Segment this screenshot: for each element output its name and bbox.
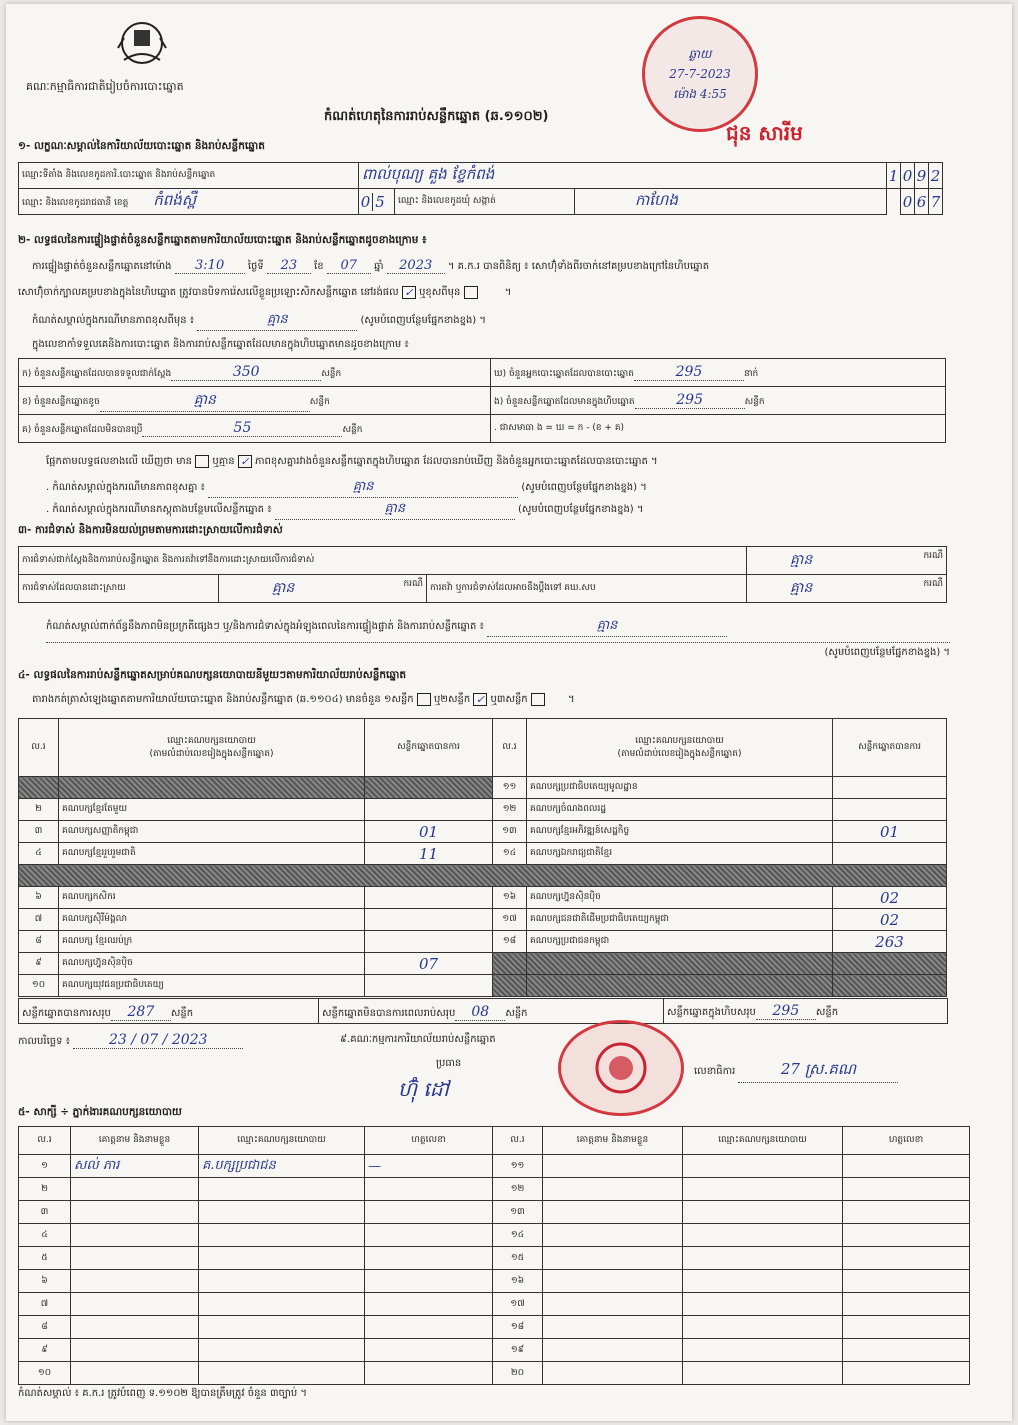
- witness-no: ១៣: [493, 1201, 543, 1224]
- section-5-heading: ៥- សាក្សី ÷ ភ្នាក់ងារគណបក្សនយោបាយ: [18, 1106, 182, 1118]
- stamp-name: ជុន សារីម: [726, 121, 803, 145]
- code-digit: 9: [915, 163, 929, 189]
- label: ផ្អែកតាមលទ្ធផលខាងលើ ឃើញថា មាន: [46, 456, 193, 467]
- witness-no: ៤: [19, 1224, 71, 1247]
- party-name: គណបក្សខ្មែរអភិវឌ្ឍន៍សេដ្ឋកិច្ច: [527, 821, 833, 843]
- label: ការផ្ទៀងផ្ទាត់ចំនួនសន្លឹកឆ្នោតនៅម៉ោង: [32, 261, 172, 272]
- footer-note: កំណត់សម្គាល់ ៖ គ.ក.រ ត្រូវបំពេញ ទ.១១០២ ឱ្យបានត្រឹមត្រូវ ចំនួន ៣ច្បាប់ ។: [18, 1388, 307, 1399]
- label: (សូមបំពេញបន្ថែមផ្នែកខាងខ្នង) ។: [46, 642, 950, 660]
- witness-name: [543, 1339, 683, 1362]
- witness-no: ៧: [19, 1293, 71, 1316]
- label: សន្លឹក: [815, 1006, 839, 1018]
- section-3-heading: ៣- ការជំទាស់ និងការមិនយល់ព្រមតាមការដោះស្រាយលើការជំទាស់: [18, 524, 283, 536]
- code-digit: 0: [901, 163, 915, 189]
- checkbox-different[interactable]: [464, 286, 478, 299]
- witness-party: [683, 1155, 843, 1178]
- label: សន្លឹក: [170, 1008, 194, 1019]
- col-header-no: ល.រ: [19, 719, 59, 777]
- witness-signature: [365, 1362, 493, 1385]
- unused-count: 55: [142, 420, 342, 437]
- diff-note: គ្មាន: [197, 311, 357, 331]
- party-votes: [365, 931, 493, 953]
- party-name: គណបក្សចំណងពលរដ្ឋ: [527, 799, 833, 821]
- witness-row: [19, 1270, 970, 1293]
- label: ។ គ.ក.រ បានពិនិត្យ ៖ សោហ៊ុំទាំងពីរចាក់នៅគម្របខាងក្រៅនៃហិបឆ្នោត: [447, 261, 710, 272]
- witness-signature: —: [365, 1155, 493, 1178]
- party-votes: [365, 975, 493, 997]
- office-value: ពាល់បុណ្យ គួង ខ្ទែកំពង់: [359, 163, 887, 189]
- label: ករណី: [923, 579, 943, 589]
- verify-year: 2023: [387, 258, 445, 274]
- witness-name: សល់ ភារ: [71, 1155, 199, 1178]
- party-name: គណបក្សសញ្ញាតិកម្ពុជា: [59, 821, 365, 843]
- label: ភាពខុសគ្នារវាងចំនួនសន្លឹកឆ្នោតក្នុងហិបឆ្នោត ដែលបានរាប់ឃើញ និងចំនួនអ្នកបោះឆ្នោតដែលបានបោះឆ្នោត ។: [254, 456, 658, 467]
- party-no: ១៧: [493, 909, 527, 931]
- party-no: ១០: [19, 975, 59, 997]
- witness-signature: [365, 1270, 493, 1293]
- witness-signature: [365, 1316, 493, 1339]
- label: គ) ចំនួនសន្លឹកឆ្នោតដែលមិនបានប្រើ: [22, 425, 143, 435]
- commune-value: កាហែង: [575, 189, 887, 215]
- witness-no: ៩: [19, 1339, 71, 1362]
- party-name: គណបក្ស ខ្មែរឈប់ក្រ: [59, 931, 365, 953]
- witness-no: ៥: [19, 1247, 71, 1270]
- shaded-row: [19, 865, 947, 887]
- label: សន្លឹក: [505, 1008, 528, 1019]
- witness-row: [19, 1201, 970, 1224]
- witness-no: ១៦: [493, 1270, 543, 1293]
- party-votes: [833, 975, 947, 997]
- label: តារាងកត់ត្រាសំឡេងឆ្នោតតាមការិយាល័យបោះឆ្នោត និងរាប់សន្លឹកឆ្នោត (ឆ.១១០៤) មានចំនួន ១សន្លឹក: [32, 694, 414, 705]
- col-header-no: ល.រ: [493, 719, 527, 777]
- col-header-signature: ហត្ថលេខា: [843, 1127, 970, 1155]
- witness-party: [199, 1247, 365, 1270]
- party-name: គណបក្សកសិករ: [59, 887, 365, 909]
- party-name: គណបក្សប្រជាធិបតេយ្យមូលដ្ឋាន: [527, 777, 833, 799]
- witness-signature: [365, 1224, 493, 1247]
- province-label: ឈ្មោះ និងលេខកូដរាជធានី ខេត្ត: [22, 197, 129, 208]
- witness-signature: [843, 1224, 970, 1247]
- code-digit: 2: [929, 163, 943, 189]
- party-no: [19, 777, 59, 799]
- stamp-date: 27-7-2023: [669, 67, 731, 81]
- witness-name: [543, 1201, 683, 1224]
- box-count: 295: [635, 392, 745, 409]
- code-digit: 6: [915, 189, 929, 215]
- witness-row: [19, 1362, 970, 1385]
- label: . កំណត់សម្គាល់ក្នុងករណីមានភាពខុសគ្នា ៖: [46, 482, 205, 493]
- party-votes: 07: [365, 953, 493, 975]
- col-header-party-sub: (តាមលំដាប់លេខរៀងក្នុងសន្លឹកឆ្នោត): [617, 748, 742, 759]
- appeal-count: គ្មាន: [790, 580, 813, 596]
- party-no: ១៣: [493, 821, 527, 843]
- witness-no: ១១: [493, 1155, 543, 1178]
- party-name: គណបក្សខ្មែរតែមួយ: [59, 799, 365, 821]
- witness-party: [683, 1247, 843, 1270]
- party-name: គណបក្សហ្វ៊ុនស៊ិនប៉ិច: [59, 953, 365, 975]
- party-no: ១១: [493, 777, 527, 799]
- witness-party: [199, 1362, 365, 1385]
- checkbox-same[interactable]: ✓: [402, 286, 416, 299]
- party-votes: 02: [833, 887, 947, 909]
- witness-signature: [843, 1270, 970, 1293]
- voters-count: 295: [634, 364, 744, 381]
- party-votes: 01: [833, 821, 947, 843]
- party-votes: [365, 777, 493, 799]
- verify-month: 07: [327, 258, 371, 274]
- diff-note-2: គ្មាន: [208, 478, 518, 498]
- formula: . ជាសមាធា ង = ឃ = ក - (ខ + គ): [491, 415, 946, 443]
- witness-table: [18, 1126, 970, 1385]
- label: ការតវ៉ា ឬការជំទាស់ដែលអាចនឹងប្តឹងទៅ គឃ.សប: [427, 575, 747, 603]
- witness-no: ៨: [19, 1316, 71, 1339]
- col-header-votes: សន្លឹកឆ្នោតបានការ: [365, 719, 493, 777]
- witness-row: [19, 1339, 970, 1362]
- objection-table: [18, 546, 947, 603]
- label: . កំណត់សម្គាល់ក្នុងករណីមានភស្តុតាងបន្ថែមលើសន្លឹកឆ្នោត ៖: [46, 504, 272, 515]
- party-results-table: [18, 718, 947, 997]
- office-label: ឈ្មោះទីតាំង និងលេខកូដការិ.បោះឆ្នោត និងរាប់សន្លឹកឆ្នោត: [19, 163, 359, 189]
- party-no: ៦: [19, 887, 59, 909]
- section-1-heading: ១- លក្ខណៈសម្គាល់នៃការិយាល័យបោះឆ្នោត និងរាប់សន្លឹកឆ្នោត: [18, 140, 265, 152]
- label: ឃ) ចំនួនអ្នកបោះឆ្នោតដែលបានបោះឆ្នោត: [494, 369, 634, 379]
- label: សន្លឹក: [321, 369, 342, 379]
- label: នាក់: [743, 369, 759, 379]
- witness-name: [543, 1293, 683, 1316]
- party-no: ១៦: [493, 887, 527, 909]
- party-row: [19, 931, 947, 953]
- witness-name: [543, 1224, 683, 1247]
- witness-signature: [843, 1316, 970, 1339]
- party-row: [19, 777, 947, 799]
- witness-name: [543, 1178, 683, 1201]
- chair-label: ប្រធាន: [436, 1058, 462, 1069]
- witness-name: [543, 1247, 683, 1270]
- label: (សូមបំពេញបន្ថែមផ្នែកខាងខ្នង) ។: [517, 504, 644, 515]
- seal-emblem-icon: [586, 1038, 656, 1098]
- witness-name: [543, 1270, 683, 1293]
- label: ថ្ងៃទី: [247, 261, 264, 272]
- col-header-no: ល.រ: [493, 1127, 543, 1155]
- ballot-count-table: [18, 358, 946, 443]
- witness-party: [199, 1316, 365, 1339]
- party-name: [527, 953, 833, 975]
- witness-party: [683, 1362, 843, 1385]
- code-digit: 7: [929, 189, 943, 215]
- witness-row: [19, 1178, 970, 1201]
- emblem-icon: [110, 18, 174, 68]
- valid-total: 287: [111, 1004, 171, 1021]
- witness-signature: [843, 1155, 970, 1178]
- province-value: កំពង់ស្ពឺ: [153, 190, 197, 209]
- label: សន្លឹក: [744, 397, 765, 407]
- witness-signature: [365, 1293, 493, 1316]
- commune-label: ឈ្មោះ និងលេខកូដឃុំ សង្កាត់: [395, 189, 575, 215]
- box-total: 295: [756, 1003, 816, 1020]
- witness-row: [19, 1224, 970, 1247]
- party-name: [59, 777, 365, 799]
- party-no: [493, 975, 527, 997]
- witness-row: [19, 1247, 970, 1270]
- checkbox-3-sheets[interactable]: [531, 693, 545, 706]
- label: ឬ២សន្លឹក: [434, 694, 471, 705]
- witness-signature: [843, 1247, 970, 1270]
- label: ខ) ចំនួនសន្លឹកឆ្នោតខូច: [22, 396, 100, 407]
- label: (សូមបំពេញបន្ថែមផ្នែកខាងខ្នង) ។: [521, 482, 647, 493]
- witness-name: [71, 1247, 199, 1270]
- party-votes: [365, 909, 493, 931]
- witness-party: [683, 1201, 843, 1224]
- section-2-heading: ២- លទ្ធផលនៃការផ្ទៀងផ្ទាត់ចំនួនសន្លឹកឆ្នោតតាមការិយាល័យបោះឆ្នោត និងរាប់សន្លឹកឆ្នោតដូចខាងក្រោម ៖: [18, 234, 427, 246]
- witness-name: [71, 1362, 199, 1385]
- party-row: [19, 821, 947, 843]
- witness-row: [19, 1316, 970, 1339]
- label: ខែ: [314, 261, 324, 272]
- label: សន្លឹកឆ្នោតបានការសរុប: [22, 1008, 111, 1019]
- party-no: [493, 953, 527, 975]
- col-header-party: ឈ្មោះគណបក្សនយោបាយ: [199, 1127, 365, 1155]
- witness-party: [199, 1270, 365, 1293]
- party-no: ១៨: [493, 931, 527, 953]
- witness-signature: [365, 1339, 493, 1362]
- party-no: ១៤: [493, 843, 527, 865]
- witness-signature: [843, 1178, 970, 1201]
- party-no: ៧: [19, 909, 59, 931]
- party-name: គណបក្សឯករាជ្យជាតិខ្មែរ: [527, 843, 833, 865]
- official-seal: [558, 1020, 684, 1116]
- party-row: [19, 953, 947, 975]
- label: ការជំទាស់ជាក់ស្តែងនិងការរាប់សន្លឹកឆ្នោត និងការតវ៉ាទៅនឹងការដោះស្រាយលើការជំទាស់: [19, 547, 747, 575]
- label: សន្លឹកឆ្នោតក្នុងហិបសរុប: [667, 1006, 756, 1018]
- party-votes: 11: [365, 843, 493, 865]
- witness-name: [71, 1293, 199, 1316]
- col-header-party: ឈ្មោះគណបក្សនយោបាយ: [167, 735, 256, 746]
- party-name: គណបក្សស៊ិរីម៉ង្គលា: [59, 909, 365, 931]
- col-header-votes: សន្លឹកឆ្នោតបានការ: [833, 719, 947, 777]
- stamp-time: ម៉ោង 4:55: [673, 87, 727, 101]
- witness-name: [71, 1270, 199, 1293]
- witness-party: [199, 1293, 365, 1316]
- code-digit: 1: [887, 163, 901, 189]
- totals-row: [18, 998, 948, 1024]
- party-name: គណបក្សហ្វ៊ុនស៊ិនប៉ិច: [527, 887, 833, 909]
- col-header-no: ល.រ: [19, 1127, 71, 1155]
- label: កាលបរិច្ឆេទ ៖: [18, 1036, 71, 1047]
- label: ករណី: [403, 579, 423, 589]
- label: សន្លឹកឆ្នោតមិនបានការពេលរាប់សរុប: [322, 1008, 456, 1019]
- witness-name: [71, 1339, 199, 1362]
- party-name: គណបក្សប្រជាជនកម្ពុជា: [527, 931, 833, 953]
- party-votes: 01: [365, 821, 493, 843]
- chair-signature: ហ៊ុំ ដៅ: [398, 1077, 449, 1101]
- col-header-signature: ហត្ថលេខា: [365, 1127, 493, 1155]
- label: សន្លឹក: [342, 425, 363, 435]
- committee-name: គណៈកម្មាធិការជាតិរៀបចំការបោះឆ្នោត: [26, 80, 184, 93]
- label: ឬ៣សន្លឹក: [490, 694, 528, 705]
- col-header-name: គោត្តនាម និងនាមខ្លួន: [543, 1127, 683, 1155]
- party-no: ២: [19, 799, 59, 821]
- col-header-name: គោត្តនាម និងនាមខ្លួន: [71, 1127, 199, 1155]
- witness-no: ១៥: [493, 1247, 543, 1270]
- witness-signature: [843, 1339, 970, 1362]
- label: ក) ចំនួនសន្លឹកឆ្នោតដែលបានទទួលជាក់ស្តែង: [22, 369, 172, 379]
- witness-party: [199, 1178, 365, 1201]
- witness-no: ១៧: [493, 1293, 543, 1316]
- party-votes: 02: [833, 909, 947, 931]
- label: កំណត់សម្គាល់ក្នុងករណីមានភាពខុសពីមុន ៖: [32, 315, 195, 326]
- witness-no: ២: [19, 1178, 71, 1201]
- checkbox-has-diff[interactable]: [195, 455, 209, 468]
- label: លេខាធិការ: [694, 1066, 736, 1077]
- evidence-note: គ្មាន: [275, 500, 515, 520]
- party-no: ៣: [19, 821, 59, 843]
- party-votes: 263: [833, 931, 947, 953]
- party-votes: [365, 887, 493, 909]
- witness-signature: [365, 1201, 493, 1224]
- party-row: [19, 799, 947, 821]
- label: ឬខុសពីមុន: [419, 287, 461, 298]
- witness-party: [683, 1224, 843, 1247]
- received-stamp: [642, 16, 758, 132]
- label: (សូមបំពេញបន្ថែមផ្នែកខាងខ្នង) ។: [360, 315, 486, 326]
- witness-party: [683, 1316, 843, 1339]
- party-name: គណបក្សយុវជនប្រជាធិបតេយ្យ: [59, 975, 365, 997]
- witness-name: [71, 1178, 199, 1201]
- checkbox-no-diff[interactable]: ✓: [238, 455, 252, 468]
- witness-party: [683, 1178, 843, 1201]
- party-votes: [833, 843, 947, 865]
- witness-party: [199, 1339, 365, 1362]
- station-id-table: [18, 162, 943, 215]
- witness-signature: [843, 1201, 970, 1224]
- party-row: [19, 909, 947, 931]
- party-name: គណបក្សជនជាតិដើមប្រជាធិបតេយ្យកម្ពុជា: [527, 909, 833, 931]
- party-row: [19, 887, 947, 909]
- label: ករណី: [923, 551, 943, 561]
- witness-name: [543, 1155, 683, 1178]
- witness-no: ១២: [493, 1178, 543, 1201]
- committee-label: ៩.គណៈកម្មការការិយាល័យរាប់សន្លឹកឆ្នោត: [340, 1034, 496, 1045]
- spoiled-count: គ្មាន: [100, 390, 310, 412]
- label: ក្នុងលេខាកាំទទួលគេនិងការបោះឆ្នោត និងការរាប់សន្លឹកឆ្នោតដែលមានក្នុងហិបឆ្នោតមានដូចខាងក្រោម ៖: [32, 339, 409, 350]
- label: ឬគ្មាន: [212, 456, 235, 467]
- witness-row: [19, 1155, 970, 1178]
- label: ង) ចំនួនសន្លឹកឆ្នោតដែលមានក្នុងហិបឆ្នោត: [494, 397, 635, 407]
- witness-signature: [843, 1362, 970, 1385]
- report-date: 23 / 07 / 2023: [73, 1032, 243, 1049]
- invalid-total: 08: [455, 1004, 505, 1021]
- label: ។: [504, 287, 512, 298]
- party-votes: [365, 799, 493, 821]
- verify-line: [32, 258, 992, 274]
- party-no: ១២: [493, 799, 527, 821]
- stamp-no: ឆ្ងាយ: [688, 47, 712, 61]
- party-row: [19, 975, 947, 997]
- document-page: [6, 4, 1012, 1421]
- witness-name: [543, 1316, 683, 1339]
- witness-no: ១៨: [493, 1316, 543, 1339]
- witness-party: គ.បក្សប្រជាជន: [199, 1155, 365, 1178]
- witness-name: [71, 1201, 199, 1224]
- checkbox-1-sheet[interactable]: [417, 693, 431, 706]
- secretary-signature: 27 ស្រ.គណ: [738, 1060, 898, 1083]
- witness-no: ៦: [19, 1270, 71, 1293]
- party-row: [19, 865, 947, 887]
- witness-party: [683, 1270, 843, 1293]
- witness-name: [71, 1316, 199, 1339]
- label: សន្លឹក: [309, 396, 330, 407]
- label: ។: [568, 694, 575, 705]
- verify-day: 23: [267, 258, 311, 274]
- col-header-party: ឈ្មោះគណបក្សនយោបាយ: [635, 735, 724, 746]
- witness-name: [71, 1224, 199, 1247]
- witness-signature: [843, 1293, 970, 1316]
- resolved-count: គ្មាន: [272, 580, 295, 596]
- code-digit: 5: [375, 192, 385, 211]
- section-4-heading: ៤- លទ្ធផលនៃការរាប់សន្លឹកឆ្នោតសម្រាប់គណបក្សនយោបាយនីមួយៗតាមការិយាល័យរាប់សន្លឹកឆ្នោត: [18, 669, 407, 681]
- witness-party: [683, 1293, 843, 1316]
- party-no: ៩: [19, 953, 59, 975]
- col-header-party: ឈ្មោះគណបក្សនយោបាយ: [683, 1127, 843, 1155]
- label: ការជំទាស់ដែលបានដោះស្រាយ: [19, 575, 219, 603]
- witness-party: [199, 1201, 365, 1224]
- party-no: ៨: [19, 931, 59, 953]
- witness-name: [543, 1362, 683, 1385]
- witness-no: ៣: [19, 1201, 71, 1224]
- label: កំណត់សម្គាល់ពាក់ព័ន្ធនឹងភាពមិនប្រក្រតីផ្សេងៗ ឬ/និងការជំទាស់ក្នុងអំឡុងពេលនៃការផ្ទៀងផ្ទាត់ និងការរាប់សន្លឹកឆ្នោត ៖: [46, 621, 484, 632]
- label: សោហ៊ុំចាក់ក្បាលគម្របខាងក្នុងនៃហិបឆ្នោត ត្រូវបានបិទការ៉េសលើខ្លួនប្រឡោះសិកសន្លឹកឆ្នោត នៅរង់ផល: [18, 287, 399, 298]
- party-name: [527, 975, 833, 997]
- witness-signature: [365, 1247, 493, 1270]
- witness-no: ១: [19, 1155, 71, 1178]
- page-title: កំណត់ហេតុនៃការរាប់សន្លឹកឆ្នោត (ឆ.១១០២): [324, 109, 549, 124]
- witness-no: ១០: [19, 1362, 71, 1385]
- witness-no: ១៤: [493, 1224, 543, 1247]
- party-row: [19, 843, 947, 865]
- witness-signature: [365, 1178, 493, 1201]
- code-digit: 0: [359, 193, 373, 211]
- witness-party: [683, 1339, 843, 1362]
- witness-no: ២០: [493, 1362, 543, 1385]
- party-votes: [833, 799, 947, 821]
- received-count: 350: [171, 364, 321, 381]
- witness-party: [199, 1224, 365, 1247]
- label: ឆ្នាំ: [373, 261, 384, 272]
- witness-row: [19, 1293, 970, 1316]
- party-no: ៤: [19, 843, 59, 865]
- party-name: គណបក្សខ្មែររួបរួមជាតិ: [59, 843, 365, 865]
- party-votes: [833, 953, 947, 975]
- irregularity-note: គ្មាន: [487, 617, 727, 637]
- code-digit: 0: [901, 189, 915, 215]
- party-votes: [833, 777, 947, 799]
- col-header-party-sub: (តាមលំដាប់លេខរៀងក្នុងសន្លឹកឆ្នោត): [149, 748, 274, 759]
- verify-time: 3:10: [175, 258, 245, 274]
- checkbox-2-sheets[interactable]: ✓: [473, 693, 487, 706]
- witness-no: ១៩: [493, 1339, 543, 1362]
- objections-count: គ្មាន: [790, 552, 813, 568]
